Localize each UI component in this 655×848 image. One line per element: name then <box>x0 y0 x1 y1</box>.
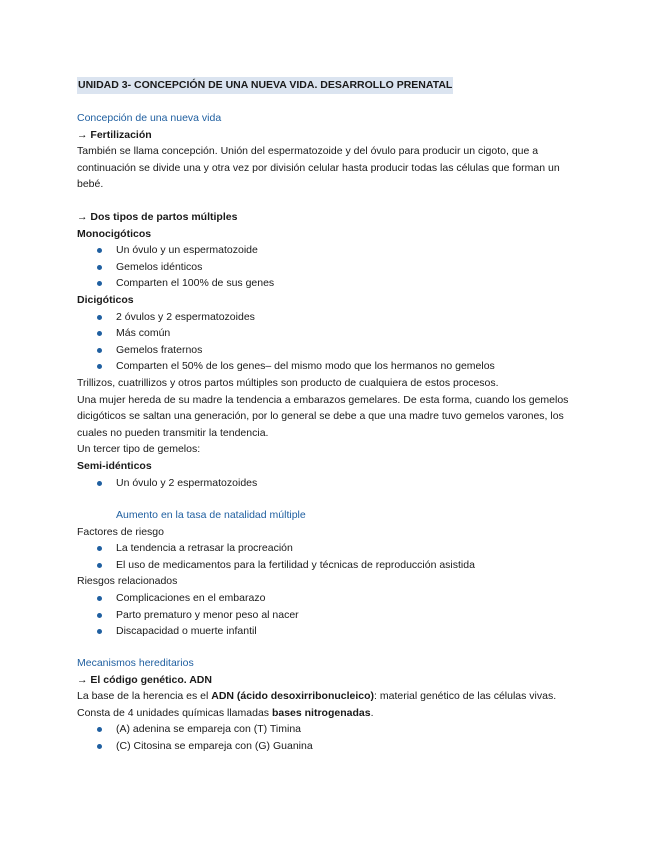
paragraph-inheritance: Una mujer hereda de su madre la tendencia a embarazos gemelares. De esta forma, cuando los gemelos dicigóticos se saltan una generación, por lo general se debe a que una madre tuvo gemelos varones, los cuales no pueden transmitir la tendencia. <box>77 393 569 439</box>
list-item: Comparten el 50% de los genes– del mismo modo que los hermanos no gemelos <box>77 358 585 375</box>
section-heading: Aumento en la tasa de natalidad múltiple <box>116 509 306 521</box>
label-semi-identical: Semi-idénticos <box>77 459 152 472</box>
subheading-fertilization: → Fertilización <box>77 128 152 141</box>
section-conception <box>77 110 585 193</box>
section-multiple-births <box>77 209 585 491</box>
list-item: El uso de medicamentos para la fertilidad y técnicas de reproducción asistida <box>77 557 585 574</box>
list-item: Gemelos fraternos <box>77 342 585 359</box>
paragraph-fertilization: También se llama concepción. Unión del espermatozoide y del óvulo para producir un cigoto, que a continuación se divide una y otra vez por división celular hasta producir todas las células que forman un bebé. <box>77 145 560 191</box>
bullet-icon <box>97 331 102 336</box>
bullet-icon <box>97 546 102 551</box>
list-item: Un óvulo y un espermatozoide <box>77 242 585 259</box>
paragraph-dna-bases: Consta de 4 unidades químicas llamadas bases nitrogenadas. <box>77 706 374 719</box>
list-item: Un óvulo y 2 espermatozoides <box>77 475 585 492</box>
list-dizygotic <box>77 309 585 375</box>
bullet-icon <box>97 563 102 568</box>
list-item: Complicaciones en el embarazo <box>77 590 585 607</box>
list-risk-factors <box>77 540 585 573</box>
bullet-icon <box>97 315 102 320</box>
section-hereditary-mechanisms <box>77 655 585 755</box>
subheading-multiple-births: → Dos tipos de partos múltiples <box>77 211 238 223</box>
list-base-pairs <box>77 721 585 754</box>
bullet-icon <box>97 348 102 353</box>
bullet-icon <box>97 364 102 369</box>
list-item: Más común <box>77 325 585 342</box>
section-heading: Mecanismos hereditarios <box>77 657 194 669</box>
subheading-genetic-code: → El código genético. ADN <box>77 673 212 686</box>
text-line: Un tercer tipo de gemelos: <box>77 443 201 456</box>
bullet-icon <box>97 613 102 618</box>
list-item: Gemelos idénticos <box>77 259 585 276</box>
bullet-icon <box>97 281 102 286</box>
bullet-icon <box>97 596 102 601</box>
section-heading: Concepción de una nueva vida <box>77 112 222 124</box>
bullet-icon <box>97 265 102 270</box>
bullet-icon <box>97 744 102 749</box>
text-line: Trillizos, cuatrillizos y otros partos múltiples son producto de cualquiera de estos procesos. <box>77 376 499 389</box>
list-item: La tendencia a retrasar la procreación <box>77 540 585 557</box>
paragraph-dna-basis: La base de la herencia es el ADN (ácido desoxirribonucleico): material genético de las células vivas. <box>77 690 557 703</box>
list-semi-identical <box>77 475 585 492</box>
list-item: (A) adenina se empareja con (T) Timina <box>77 721 585 738</box>
label-monozygotic: Monocigóticos <box>77 227 152 240</box>
list-item: Parto prematuro y menor peso al nacer <box>77 607 585 624</box>
label-risk-factors: Factores de riesgo <box>77 525 164 538</box>
list-related-risks <box>77 590 585 640</box>
document-title: UNIDAD 3- CONCEPCIÓN DE UNA NUEVA VIDA. DESARROLLO PRENATAL <box>77 77 453 94</box>
list-item: Comparten el 100% de sus genes <box>77 275 585 292</box>
list-item: 2 óvulos y 2 espermatozoides <box>77 309 585 326</box>
bullet-icon <box>97 248 102 253</box>
label-dizygotic: Dicigóticos <box>77 293 134 306</box>
label-related-risks: Riesgos relacionados <box>77 575 178 588</box>
bullet-icon <box>97 727 102 732</box>
bullet-icon <box>97 629 102 634</box>
list-item: Discapacidad o muerte infantil <box>77 623 585 640</box>
section-multiple-birth-rate <box>77 507 585 640</box>
list-monozygotic <box>77 242 585 292</box>
bullet-icon <box>97 481 102 486</box>
list-item: (C) Citosina se empareja con (G) Guanina <box>77 738 585 755</box>
